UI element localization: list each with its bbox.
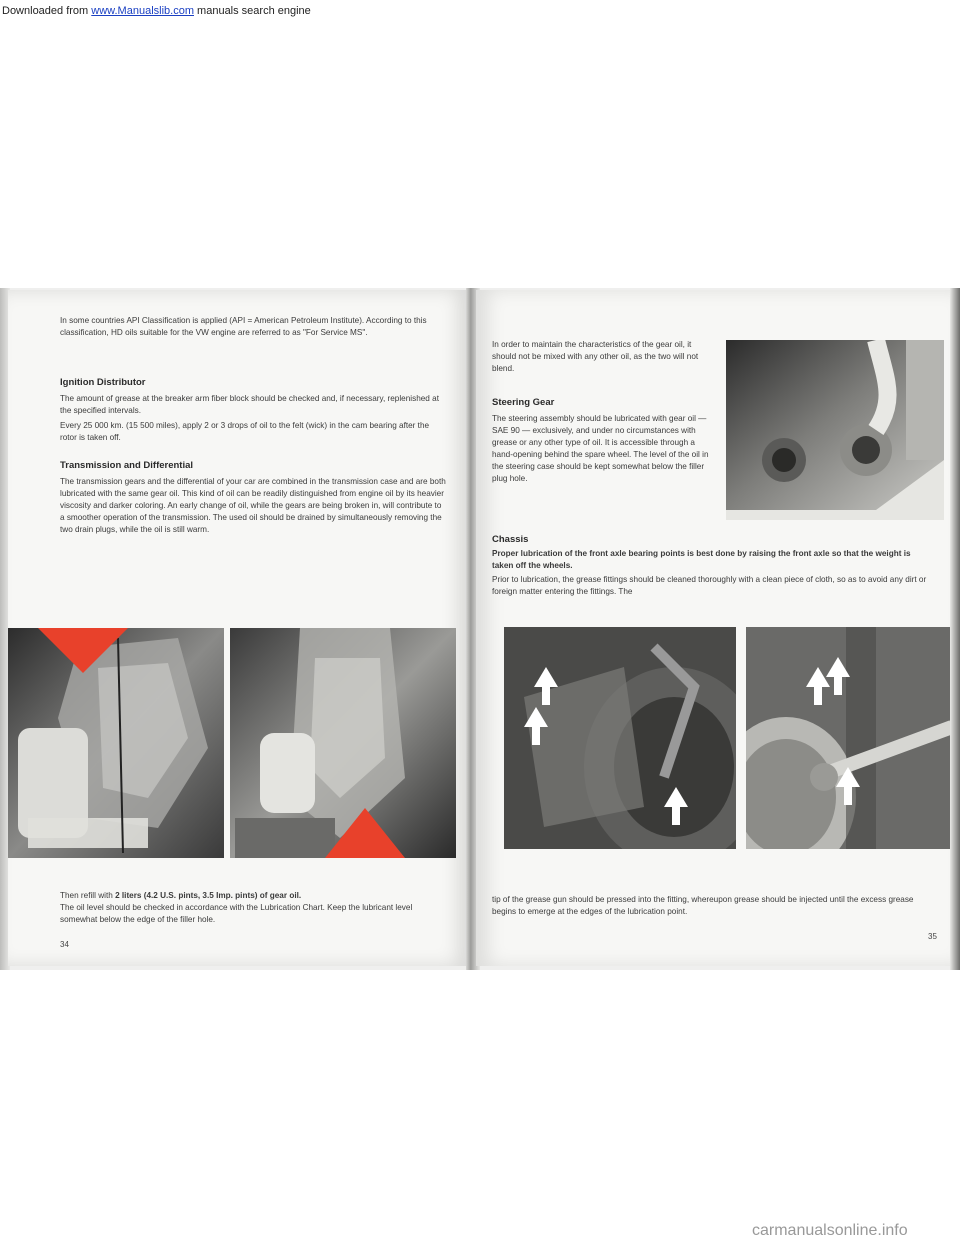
- header-prefix: Downloaded from: [2, 5, 89, 17]
- manualslib-link[interactable]: www.Manualslib.com: [91, 5, 194, 17]
- download-header: [0, 0, 960, 22]
- right-page-edge: [950, 288, 960, 970]
- transmission-paragraph: The transmission gears and the differential of your car are combined in the transmission case and are both lubricated with the same gear oil. This kind of oil can be readily distinguished from engine oil by its heavier viscosity and darker coloring. An early change of oil, while the gears are being broken in, will contribute to a smoother operation of the transmission. The used oil should be drained by simultaneously removing the two drain plugs, while the oil is still warm.: [60, 477, 446, 534]
- chassis-paragraph: Prior to lubrication, the grease fittings should be cleaned thoroughly with a clean piece of cloth, so as to avoid any dirt or foreign matter entering the fittings. The: [492, 575, 927, 596]
- transmission-drain-photo: [8, 628, 224, 858]
- front-axle-grease-photo: [504, 627, 736, 849]
- transmission-filler-photo: [230, 628, 456, 858]
- chassis-bold-paragraph: Proper lubrication of the front axle bearing points is best done by raising the front axle so that the weight is taken off the wheels.: [492, 549, 911, 570]
- steering-filler-illustration: [726, 340, 944, 520]
- steering-gear-heading: Steering Gear: [492, 397, 555, 408]
- steering-paragraph: The steering assembly should be lubricated with gear oil — SAE 90 — exclusively, and under no circumstances with grease or any other type of oil. It is accessible through a hand-opening behind the spare wheel. The level of the oil in the steering case should be kept somewhat below the filler plug hole.: [492, 414, 709, 483]
- ignition-distributor-heading: Ignition Distributor: [60, 377, 146, 388]
- refill-quantity: 2 liters (4.2 U.S. pints, 3.5 Imp. pints) of gear oil.: [115, 891, 302, 900]
- page-34: [8, 290, 470, 966]
- book-spread: [0, 288, 960, 970]
- grease-gun-paragraph: tip of the grease gun should be pressed into the fitting, whereupon grease should be injected until the excess grease begins to emerge at the edges of the lubrication point.: [492, 895, 914, 916]
- page-number-34: 34: [60, 940, 69, 949]
- header-suffix: manuals search engine: [197, 5, 311, 17]
- transmission-drain-illustration: [8, 628, 224, 858]
- transmission-filler-illustration: [230, 628, 456, 858]
- steering-filler-photo: [726, 340, 944, 520]
- page-35: [476, 290, 952, 966]
- left-intro-paragraph: In some countries API Classification is applied (API = American Petroleum Institute). According to this classification, HD oils suitable for the VW engine are referred to as "For Service MS".: [60, 316, 427, 337]
- right-intro-paragraph: In order to maintain the characteristics of the gear oil, it should not be mixed with any other oil, as the two will not blend.: [492, 340, 699, 373]
- tie-rod-grease-photo: [746, 627, 952, 849]
- watermark-footer: [752, 1222, 908, 1240]
- watermark-text: carmanualsonline.info: [752, 1222, 908, 1239]
- front-axle-grease-illustration: [504, 627, 736, 849]
- tie-rod-grease-illustration: [746, 627, 952, 849]
- page-number-35: 35: [928, 932, 937, 941]
- ignition-paragraph-1: The amount of grease at the breaker arm fiber block should be checked and, if necessary, replenished at the specified intervals.: [60, 394, 439, 415]
- refill-text: Then refill with: [60, 891, 116, 900]
- refill-paragraph: [60, 890, 448, 902]
- oil-level-paragraph: The oil level should be checked in accordance with the Lubrication Chart. Keep the lubricant level somewhat below the edge of the filler hole.: [60, 903, 413, 924]
- ignition-paragraph-2: Every 25 000 km. (15 500 miles), apply 2 or 3 drops of oil to the felt (wick) in the cam bearing after the rotor is taken off.: [60, 421, 430, 442]
- transmission-differential-heading: Transmission and Differential: [60, 460, 194, 471]
- chassis-heading: Chassis: [492, 534, 529, 545]
